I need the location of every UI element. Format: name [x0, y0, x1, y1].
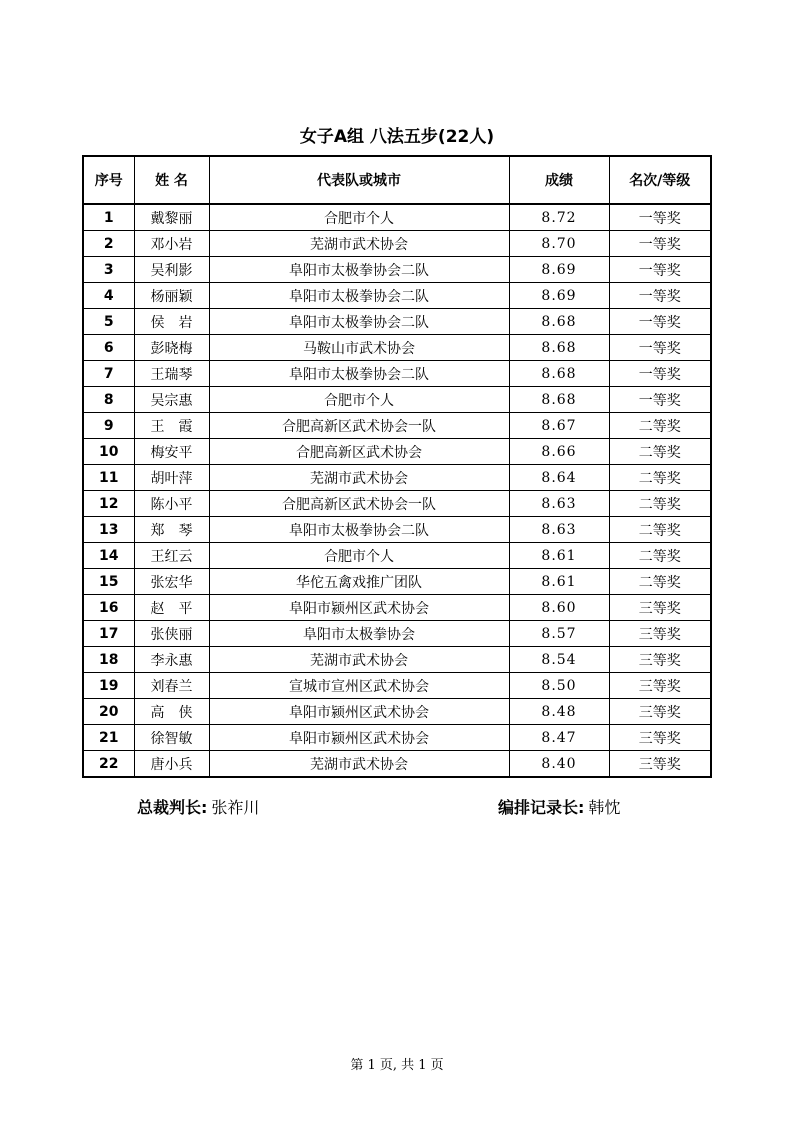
table-row	[83, 387, 711, 413]
cell-score: 8.63	[509, 517, 609, 543]
cell-rank: 19	[83, 673, 134, 699]
cell-score: 8.60	[509, 595, 609, 621]
cell-rank: 15	[83, 569, 134, 595]
cell-team: 阜阳市太极拳协会二队	[209, 283, 509, 309]
cell-rank: 7	[83, 361, 134, 387]
cell-score: 8.69	[509, 257, 609, 283]
table-row	[83, 413, 711, 439]
cell-name: 刘春兰	[134, 673, 209, 699]
cell-rank: 12	[83, 491, 134, 517]
header-place: 名次/等级	[609, 156, 711, 204]
table-row	[83, 699, 711, 725]
table-body	[83, 204, 711, 777]
cell-score: 8.68	[509, 309, 609, 335]
cell-name: 郑 琴	[134, 517, 209, 543]
table-row	[83, 491, 711, 517]
cell-name: 邓小岩	[134, 231, 209, 257]
cell-team: 芜湖市武术协会	[209, 231, 509, 257]
cell-rank: 13	[83, 517, 134, 543]
table-row	[83, 309, 711, 335]
cell-name: 彭晓梅	[134, 335, 209, 361]
cell-score: 8.47	[509, 725, 609, 751]
cell-score: 8.68	[509, 335, 609, 361]
cell-rank: 8	[83, 387, 134, 413]
cell-name: 吴宗惠	[134, 387, 209, 413]
cell-place: 二等奖	[609, 517, 711, 543]
cell-score: 8.57	[509, 621, 609, 647]
cell-team: 阜阳市太极拳协会二队	[209, 517, 509, 543]
cell-score: 8.68	[509, 387, 609, 413]
cell-rank: 20	[83, 699, 134, 725]
cell-score: 8.64	[509, 465, 609, 491]
cell-rank: 9	[83, 413, 134, 439]
cell-team: 芜湖市武术协会	[209, 751, 509, 778]
cell-team: 阜阳市颍州区武术协会	[209, 699, 509, 725]
cell-place: 一等奖	[609, 204, 711, 231]
cell-name: 梅安平	[134, 439, 209, 465]
cell-place: 一等奖	[609, 283, 711, 309]
cell-place: 一等奖	[609, 361, 711, 387]
table-row	[83, 751, 711, 778]
header-name: 姓 名	[134, 156, 209, 204]
cell-score: 8.48	[509, 699, 609, 725]
table-row	[83, 569, 711, 595]
cell-team: 芜湖市武术协会	[209, 465, 509, 491]
cell-rank: 21	[83, 725, 134, 751]
header-team: 代表队或城市	[209, 156, 509, 204]
cell-place: 一等奖	[609, 309, 711, 335]
table-row	[83, 361, 711, 387]
table-row	[83, 595, 711, 621]
table-row	[83, 621, 711, 647]
cell-place: 二等奖	[609, 491, 711, 517]
cell-name: 徐智敏	[134, 725, 209, 751]
cell-team: 马鞍山市武术协会	[209, 335, 509, 361]
cell-place: 一等奖	[609, 257, 711, 283]
table-row	[83, 257, 711, 283]
cell-team: 阜阳市太极拳协会二队	[209, 257, 509, 283]
cell-place: 三等奖	[609, 751, 711, 778]
cell-place: 一等奖	[609, 387, 711, 413]
cell-team: 合肥市个人	[209, 204, 509, 231]
cell-rank: 5	[83, 309, 134, 335]
cell-place: 二等奖	[609, 569, 711, 595]
cell-name: 王 霞	[134, 413, 209, 439]
table-row	[83, 647, 711, 673]
cell-rank: 1	[83, 204, 134, 231]
cell-score: 8.61	[509, 569, 609, 595]
table-row	[83, 725, 711, 751]
cell-team: 阜阳市太极拳协会	[209, 621, 509, 647]
cell-score: 8.63	[509, 491, 609, 517]
cell-score: 8.70	[509, 231, 609, 257]
cell-rank: 4	[83, 283, 134, 309]
cell-score: 8.67	[509, 413, 609, 439]
cell-place: 三等奖	[609, 621, 711, 647]
cell-score: 8.66	[509, 439, 609, 465]
table-row	[83, 283, 711, 309]
cell-team: 阜阳市太极拳协会二队	[209, 361, 509, 387]
page-title: 女子A组 八法五步(22人)	[299, 127, 495, 147]
cell-score: 8.61	[509, 543, 609, 569]
recorder-name: 韩忱	[588, 798, 621, 817]
cell-team: 合肥市个人	[209, 543, 509, 569]
table-row	[83, 335, 711, 361]
table-row	[83, 465, 711, 491]
cell-team: 合肥高新区武术协会一队	[209, 413, 509, 439]
cell-place: 三等奖	[609, 673, 711, 699]
cell-rank: 6	[83, 335, 134, 361]
cell-rank: 3	[83, 257, 134, 283]
header-rank: 序号	[83, 156, 134, 204]
cell-team: 芜湖市武术协会	[209, 647, 509, 673]
cell-score: 8.50	[509, 673, 609, 699]
cell-place: 二等奖	[609, 413, 711, 439]
cell-name: 高 侠	[134, 699, 209, 725]
cell-team: 阜阳市颍州区武术协会	[209, 725, 509, 751]
table-row	[83, 439, 711, 465]
chief-referee	[137, 795, 259, 818]
cell-team: 宣城市宣州区武术协会	[209, 673, 509, 699]
table-row	[83, 204, 711, 231]
cell-place: 三等奖	[609, 595, 711, 621]
cell-team: 阜阳市太极拳协会二队	[209, 309, 509, 335]
recorder	[498, 795, 620, 818]
cell-team: 合肥高新区武术协会	[209, 439, 509, 465]
cell-name: 赵 平	[134, 595, 209, 621]
table-row	[83, 673, 711, 699]
cell-place: 三等奖	[609, 647, 711, 673]
cell-name: 张侠丽	[134, 621, 209, 647]
results-table	[82, 155, 712, 778]
cell-rank: 18	[83, 647, 134, 673]
cell-name: 吴利影	[134, 257, 209, 283]
recorder-label: 编排记录长:	[498, 798, 585, 817]
cell-place: 一等奖	[609, 231, 711, 257]
cell-name: 李永惠	[134, 647, 209, 673]
cell-rank: 16	[83, 595, 134, 621]
cell-name: 唐小兵	[134, 751, 209, 778]
cell-name: 张宏华	[134, 569, 209, 595]
cell-score: 8.54	[509, 647, 609, 673]
cell-place: 二等奖	[609, 465, 711, 491]
cell-score: 8.68	[509, 361, 609, 387]
chief-referee-name: 张祚川	[211, 798, 260, 817]
table-row	[83, 543, 711, 569]
cell-place: 一等奖	[609, 335, 711, 361]
cell-rank: 17	[83, 621, 134, 647]
cell-score: 8.72	[509, 204, 609, 231]
cell-place: 三等奖	[609, 699, 711, 725]
cell-place: 二等奖	[609, 439, 711, 465]
cell-name: 戴黎丽	[134, 204, 209, 231]
table-row	[83, 231, 711, 257]
table-row	[83, 517, 711, 543]
cell-rank: 14	[83, 543, 134, 569]
chief-referee-label: 总裁判长:	[137, 798, 208, 817]
cell-name: 杨丽颖	[134, 283, 209, 309]
cell-team: 合肥市个人	[209, 387, 509, 413]
cell-name: 王瑞琴	[134, 361, 209, 387]
page-footer: 第 1 页, 共 1 页	[350, 1058, 444, 1073]
cell-name: 陈小平	[134, 491, 209, 517]
cell-name: 胡叶萍	[134, 465, 209, 491]
cell-score: 8.69	[509, 283, 609, 309]
cell-place: 三等奖	[609, 725, 711, 751]
cell-rank: 10	[83, 439, 134, 465]
cell-team: 华佗五禽戏推广团队	[209, 569, 509, 595]
cell-team: 合肥高新区武术协会一队	[209, 491, 509, 517]
cell-name: 侯 岩	[134, 309, 209, 335]
table-header-row	[83, 156, 711, 204]
cell-score: 8.40	[509, 751, 609, 778]
cell-team: 阜阳市颍州区武术协会	[209, 595, 509, 621]
cell-rank: 22	[83, 751, 134, 778]
cell-rank: 2	[83, 231, 134, 257]
header-score: 成绩	[509, 156, 609, 204]
cell-name: 王红云	[134, 543, 209, 569]
cell-rank: 11	[83, 465, 134, 491]
cell-place: 二等奖	[609, 543, 711, 569]
